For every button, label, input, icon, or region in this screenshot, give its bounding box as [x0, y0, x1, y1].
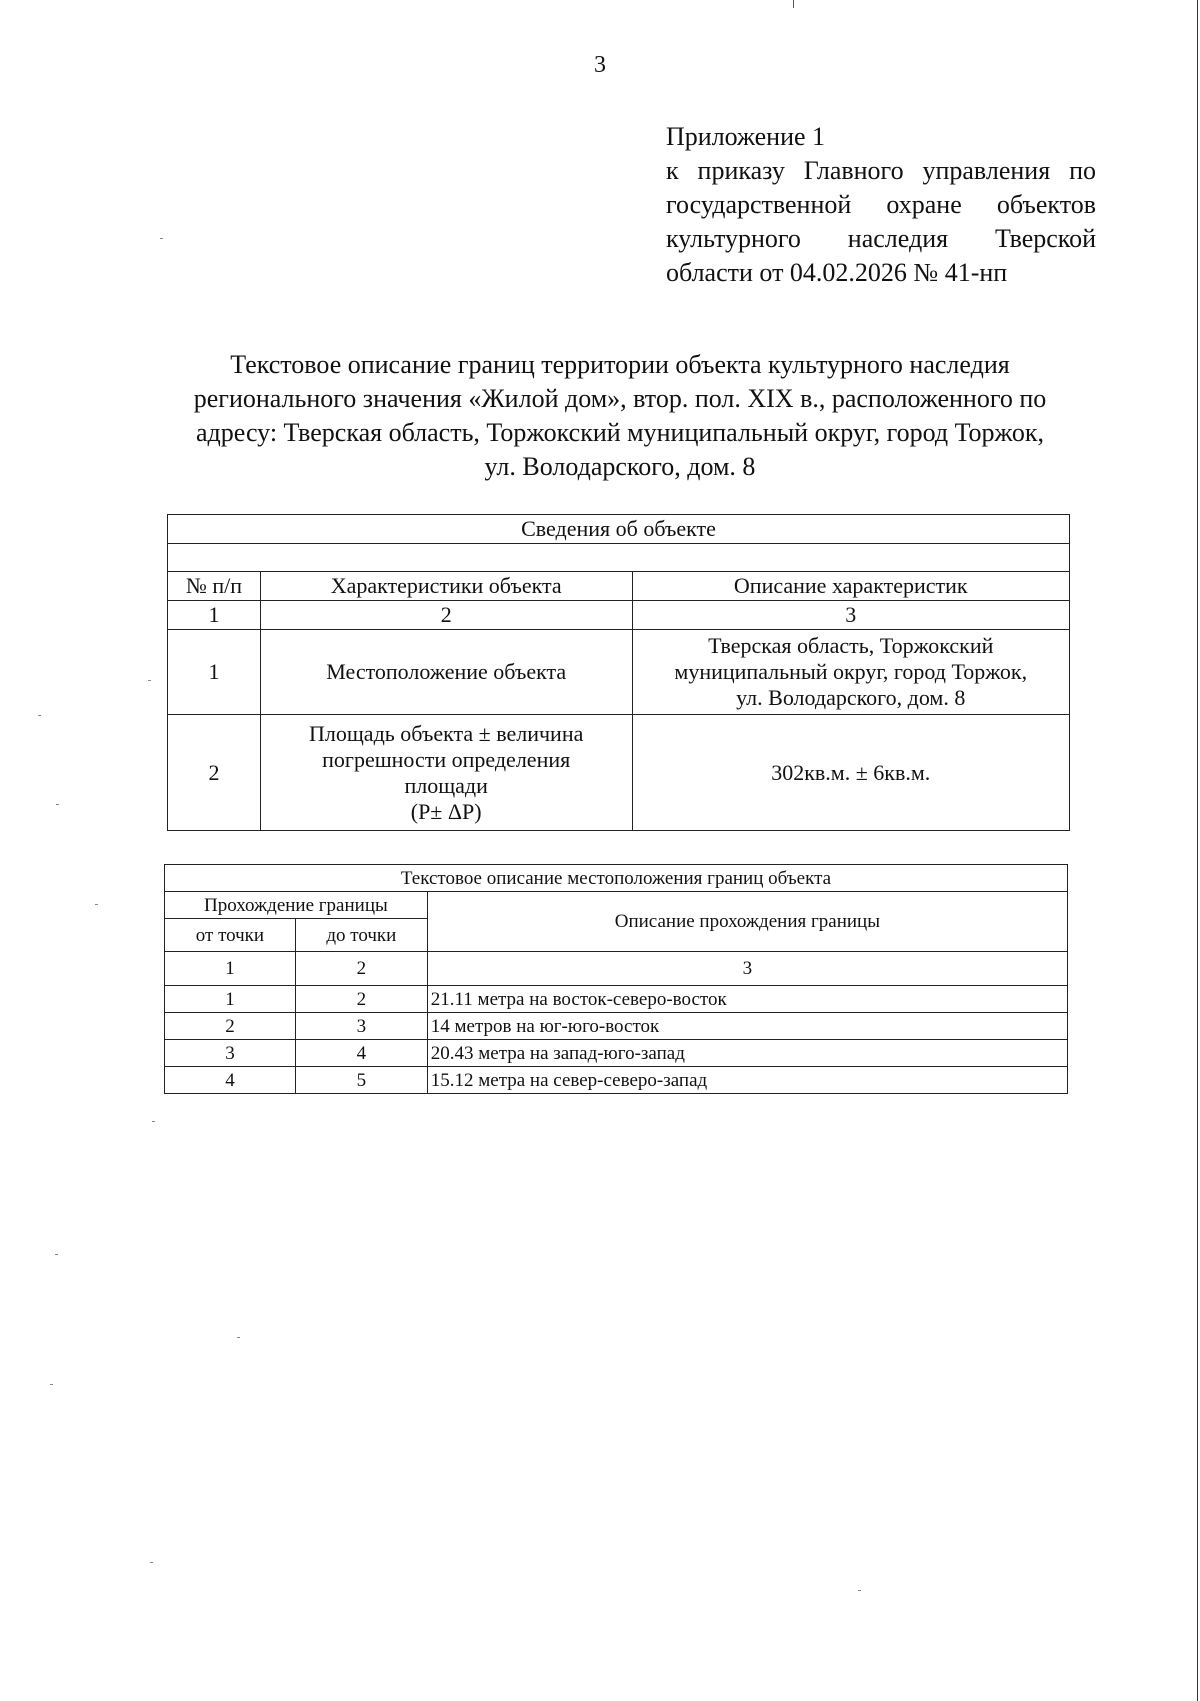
page-edge-line: [1197, 0, 1198, 1701]
title-line: адресу: Тверская область, Торжокский муниципальный округ, город Торжок,: [196, 418, 1044, 447]
scan-speck: [160, 238, 163, 239]
appendix-order-line: культурного наследия Тверской: [666, 224, 1096, 253]
column-number-cell: 2: [295, 952, 427, 986]
boundary-description: 21.11 метра на восток-северо-восток: [427, 986, 1067, 1013]
from-point: 4: [165, 1067, 296, 1094]
scan-speck: [95, 904, 98, 905]
column-number-cell: 1: [165, 952, 296, 986]
description-line: муниципальный округ, город Торжок,: [674, 659, 1028, 684]
characteristic-line: Площадь объекта ± величина: [309, 720, 584, 746]
description-line: ул. Володарского, дом. 8: [736, 685, 966, 710]
description-cell: [632, 630, 1070, 715]
document-title: [140, 348, 1100, 484]
scan-speck: [858, 1590, 861, 1591]
boundary-row: [165, 1013, 1068, 1040]
boundary-table: [164, 864, 1068, 1094]
boundary-description: 15.12 метра на север-северо-запад: [427, 1067, 1067, 1094]
characteristic-line: площади: [404, 772, 488, 798]
scan-speck: [56, 804, 59, 805]
header-description: Описание характеристик: [632, 572, 1070, 601]
empty-row: [168, 544, 1070, 572]
boundary-description: 20.43 метра на запад-юго-запад: [427, 1040, 1067, 1067]
column-number-cell: 3: [632, 601, 1070, 630]
column-number-cell: 3: [427, 952, 1067, 986]
description-line: Тверская область, Торжокский: [708, 633, 994, 658]
appendix-label: Приложение 1: [666, 122, 826, 151]
scan-speck: [237, 1337, 240, 1338]
boundary-desc-header: Описание прохождения границы: [427, 892, 1067, 952]
from-point: 1: [165, 986, 296, 1013]
from-point: 2: [165, 1013, 296, 1040]
to-point: 5: [295, 1067, 427, 1094]
column-number-cell: 2: [260, 601, 632, 630]
scan-speck: [55, 1254, 58, 1255]
title-line: ул. Володарского, дом. 8: [484, 452, 756, 481]
header-number: № п/п: [168, 572, 261, 601]
title-line: Текстовое описание границ территории объекта культурного наследия: [230, 350, 1010, 379]
scan-speck: [38, 715, 41, 716]
characteristic-line: (P± ΔP): [410, 798, 482, 824]
boundary-description: 14 метров на юг-юго-восток: [427, 1013, 1067, 1040]
from-point: 3: [165, 1040, 296, 1067]
from-point-header: от точки: [165, 919, 296, 952]
to-point: 3: [295, 1013, 427, 1040]
object-info-table: [167, 514, 1070, 831]
row-number: 2: [168, 715, 261, 831]
appendix-order-line: государственной охране объектов: [666, 190, 1096, 219]
scan-speck: [152, 1121, 155, 1122]
scan-speck: [150, 1562, 153, 1563]
to-point: 2: [295, 986, 427, 1013]
appendix-order-line: к приказу Главного управления по: [666, 156, 1096, 185]
description-cell: 302кв.м. ± 6кв.м.: [632, 715, 1070, 831]
scan-speck: [148, 680, 151, 681]
to-point: 4: [295, 1040, 427, 1067]
boundary-row: [165, 1067, 1068, 1094]
scan-speck: [50, 1384, 53, 1385]
boundary-caption: Текстовое описание местоположения границ объекта: [165, 865, 1068, 892]
title-line: регионального значения «Жилой дом», втор. пол. XIX в., расположенного по: [193, 384, 1047, 413]
scan-mark: [793, 0, 794, 8]
boundary-row: [165, 986, 1068, 1013]
boundary-row: [165, 1040, 1068, 1067]
boundary-group-header: Прохождение границы: [165, 892, 428, 919]
page-number: 3: [594, 52, 606, 78]
to-point-header: до точки: [295, 919, 427, 952]
appendix-order-date: области от 04.02.2026 № 41-нп: [666, 258, 1008, 287]
object-info-caption: Сведения об объекте: [168, 515, 1070, 544]
appendix-header: [666, 120, 1096, 290]
row-number: 1: [168, 630, 261, 715]
characteristic-cell: [260, 715, 632, 831]
column-number-cell: 1: [168, 601, 261, 630]
characteristic-line: погрешности определения: [322, 746, 571, 772]
header-characteristic: Характеристики объекта: [260, 572, 632, 601]
characteristic-cell: Местоположение объекта: [260, 630, 632, 715]
